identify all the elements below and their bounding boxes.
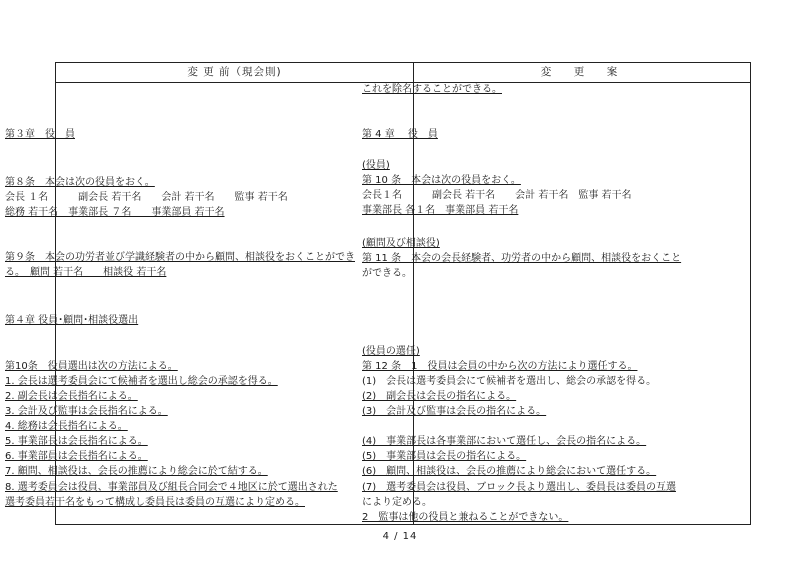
after-item-3: (3) 会計及び監事は会長の指名による。 bbox=[362, 406, 547, 417]
after-article11-line1: 第 11 条 本会の会長経験者、功労者の中から顧問、相談役をおくこと bbox=[362, 253, 682, 264]
before-item-8-line1: 8. 選考委員会は役員、事業部員及び組長合同会で４地区に於て選出された bbox=[5, 482, 338, 493]
after-item-7-line2: により定める。 bbox=[362, 497, 432, 508]
after-article12-caption: (役員の選任) bbox=[362, 346, 420, 357]
after-clause-2: 2 監事は他の役員と兼ねることができない。 bbox=[362, 512, 569, 523]
before-item-4: 4. 総務は会長指名による。 bbox=[5, 421, 128, 432]
before-item-6: 6. 事業部員は会長指名による。 bbox=[5, 451, 148, 462]
after-article10-line2: 事業部長 各１名 事業部員 若干名 bbox=[362, 205, 519, 216]
before-item-8-line2: 選考委員若干名をもって構成し委員長は委員の互選により定める。 bbox=[5, 497, 305, 508]
after-article10-caption: (役員) bbox=[362, 160, 390, 171]
header-before: 変 更 前（現会則) bbox=[187, 66, 282, 78]
after-article11-line2: ができる。 bbox=[362, 268, 412, 279]
after-item-6: (6) 顧問、相談役は、会長の推薦により総会において選任する。 bbox=[362, 466, 657, 477]
table-header-row bbox=[56, 63, 750, 83]
after-article10-line1: 会長１名 副会長 若干名 会計 若干名 監事 若干名 bbox=[362, 190, 632, 201]
before-chapter4-heading: 第４章 役員･顧問･相談役選出 bbox=[5, 315, 139, 326]
after-item-1: (1) 会長は選考委員会にて候補者を選出し、総会の承認を得る。 bbox=[362, 376, 657, 387]
before-item-3: 3. 会計及び監事は会長指名による。 bbox=[5, 406, 168, 417]
before-article9-line2: る。 顧問 若干名 相談役 若干名 bbox=[5, 267, 167, 278]
before-article8-line1: 会長 １名 副会長 若干名 会計 若干名 監事 若干名 bbox=[5, 192, 288, 203]
page-number: 4 / 14 bbox=[382, 531, 418, 542]
before-item-5: 5. 事業部長は会長指名による。 bbox=[5, 436, 148, 447]
after-item-2: (2) 副会長は会長の指名による。 bbox=[362, 391, 517, 402]
after-item-4: (4) 事業部長は各事業部において選任し、会長の指名による。 bbox=[362, 436, 647, 447]
before-article8-title: 第８条 本会は次の役員をおく。 bbox=[5, 177, 155, 188]
before-item-1: 1. 会長は選考委員会にて候補者を選出し総会の承認を得る。 bbox=[5, 376, 278, 387]
before-article8-line2: 総務 若干名 事業部長 ７名 事業部員 若干名 bbox=[5, 207, 225, 218]
header-after: 変 更 案 bbox=[540, 66, 624, 78]
after-article11-caption: (顧問及び相談役) bbox=[362, 238, 440, 249]
after-chapter4-heading: 第 4 章 役 員 bbox=[362, 129, 438, 140]
before-article10-title: 第10条 役員選出は次の方法による。 bbox=[5, 361, 178, 372]
after-top-line: これを除名することができる。 bbox=[362, 84, 502, 95]
before-chapter3-heading: 第３章 役 員 bbox=[5, 129, 75, 140]
before-article9-line1: 第９条 本会の功労者並び学識経験者の中から顧問、相談役をおくことができ bbox=[5, 252, 355, 263]
after-item-5: (5) 事業部員は会長の指名による。 bbox=[362, 451, 527, 462]
after-article12-title: 第 12 条 1 役員は会員の中から次の方法により選任する。 bbox=[362, 361, 638, 372]
after-article10-title: 第 10 条 本会は次の役員をおく。 bbox=[362, 175, 521, 186]
before-item-2: 2. 副会長は会長指名による。 bbox=[5, 391, 138, 402]
before-item-7: 7. 顧問、相談役は、会長の推薦により総会に於て結する。 bbox=[5, 466, 268, 477]
after-item-7-line1: (7) 選考委員会は役員、ブロック長より選出し、委員長は委員の互選 bbox=[362, 482, 676, 493]
